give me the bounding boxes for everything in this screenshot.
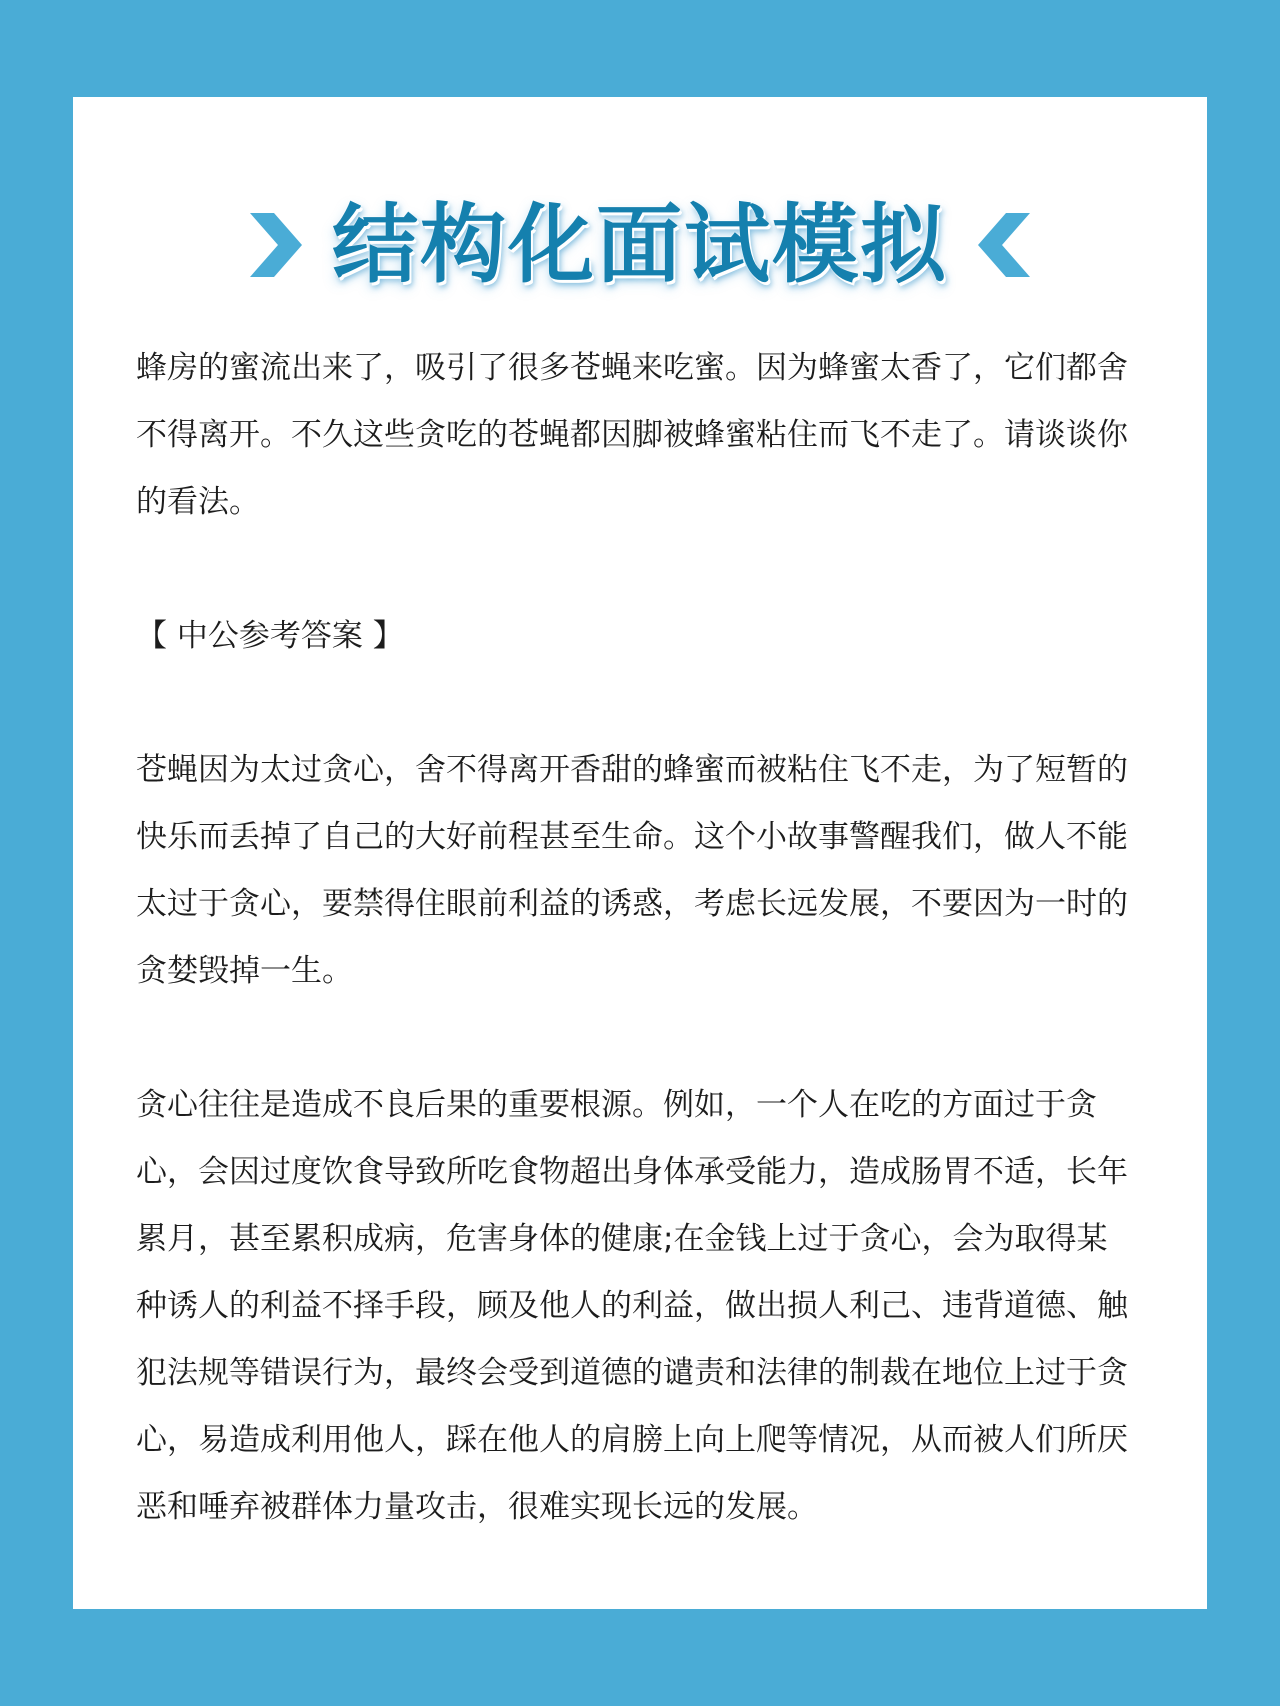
answer-paragraph-2: 贪心往往是造成不良后果的重要根源。例如，一个人在吃的方面过于贪心，会因过度饮食导致所吃食物超出身体承受能力，造成肠胃不适，长年累月，甚至累积成病，危害身体的健康;在金钱上过于贪心，会为取得某种诱人的利益不择手段，顾及他人的利益，做出损人利己、违背道德、触犯法规等错误行为，最终会受到道德的谴责和法律的制裁在地位上过于贪心，易造成利用他人，踩在他人的肩膀上向上爬等情况，从而被人们所厌恶和唾弃被群体力量攻击，很难实现长远的发展。 — [136, 1087, 1128, 1525]
question-text: 蜂房的蜜流出来了，吸引了很多苍蝇来吃蜜。因为蜂蜜太香了，它们都舍不得离开。不久这些贪吃的苍蝇都因脚被蜂蜜粘住而飞不走了。请谈谈你的看法。 — [136, 350, 1128, 520]
article-body — [136, 335, 1136, 1541]
page-title: 结构化面试模拟 — [332, 195, 948, 295]
title-row — [73, 185, 1207, 305]
chevron-left-icon — [978, 213, 1030, 277]
spacer — [136, 670, 1136, 737]
answer-heading: 【 中公参考答案 】 — [136, 618, 404, 654]
answer-paragraph-1: 苍蝇因为太过贪心，舍不得离开香甜的蜂蜜而被粘住飞不走，为了短暂的快乐而丢掉了自己的大好前程甚至生命。这个小故事警醒我们，做人不能太过于贪心，要禁得住眼前利益的诱惑，考虑长远发展，不要因为一时的贪婪毁掉一生。 — [136, 752, 1128, 989]
spacer — [136, 1005, 1136, 1072]
spacer — [136, 536, 1136, 603]
chevron-right-icon — [250, 213, 302, 277]
content-card — [73, 97, 1207, 1609]
